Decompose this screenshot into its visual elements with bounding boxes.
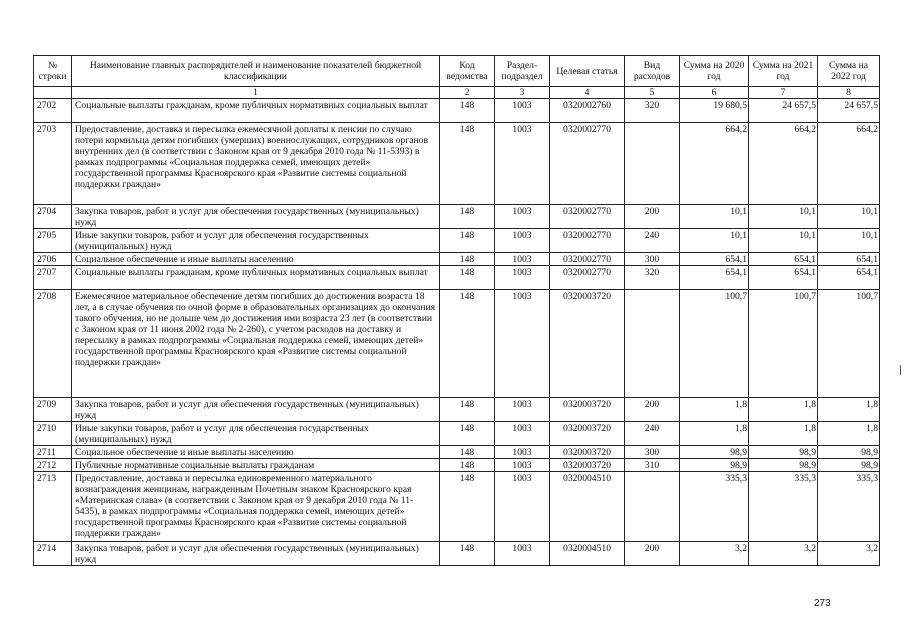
row-sum-2020: 98,9 — [680, 446, 749, 459]
row-sum-2022: 10,1 — [818, 229, 880, 253]
table-row — [34, 542, 880, 566]
row-name: Ежемесячное материальное обеспечение детям погибших до достижения возраста 18 лет, а в случае обучения по очной форме в образовательных организациях до окончания такого обучения, но не дольше чем до достижения ими возраста 23 лет (в соответствии с Законом края от 11 июня 2002 года № 2-260), с учетом расходов на доставку и пересылку в рамках подпрограммы «Социальная поддержка семей, имеющих детей» государственной программы Красноярского края «Развитие системы социальной поддержки граждан» — [72, 290, 440, 398]
table-row — [34, 459, 880, 472]
row-exp-type — [625, 290, 680, 398]
page-number: 273 — [814, 598, 831, 609]
row-name: Иные закупки товаров, работ и услуг для обеспечения государственных (муниципальных) нужд — [72, 422, 440, 446]
row-target: 0320003720 — [550, 459, 625, 472]
row-dept-code: 148 — [440, 99, 495, 123]
row-sum-2021: 3,2 — [749, 542, 818, 566]
row-exp-type — [625, 472, 680, 542]
row-name: Социальное обеспечение и иные выплаты населению — [72, 446, 440, 459]
row-number: 2710 — [34, 422, 72, 446]
row-name: Предоставление, доставка и пересылка единовременного материального вознаграждения женщинам, награжденным Почетным знаком Красноярского края «Материнская слава» (в соответствии с Законом края от 9 декабря 2010 года № 11-5435), в рамках подпрограммы «Социальная поддержка семей, имеющих детей» государственной программы Красноярского края «Развитие системы социальной поддержки граждан» — [72, 472, 440, 542]
row-sum-2020: 10,1 — [680, 205, 749, 229]
row-sum-2021: 24 657,5 — [749, 99, 818, 123]
row-target: 0320003720 — [550, 398, 625, 422]
header-section: Раздел-подраздел — [495, 56, 550, 87]
col-number: 4 — [550, 87, 625, 99]
row-number: 2704 — [34, 205, 72, 229]
row-sum-2020: 1,8 — [680, 422, 749, 446]
header-name: Наименование главных распорядителей и наименование показателей бюджетной классификации — [72, 56, 440, 87]
row-section: 1003 — [495, 398, 550, 422]
row-dept-code: 148 — [440, 123, 495, 205]
row-sum-2021: 10,1 — [749, 205, 818, 229]
row-sum-2022: 664,2 — [818, 123, 880, 205]
row-sum-2020: 19 680,5 — [680, 99, 749, 123]
row-dept-code: 148 — [440, 422, 495, 446]
column-number-row — [34, 87, 880, 99]
row-exp-type: 240 — [625, 229, 680, 253]
row-sum-2022: 1,8 — [818, 422, 880, 446]
table-row — [34, 398, 880, 422]
col-number — [34, 87, 72, 99]
row-number: 2703 — [34, 123, 72, 205]
row-number: 2702 — [34, 99, 72, 123]
row-dept-code: 148 — [440, 290, 495, 398]
row-sum-2020: 3,2 — [680, 542, 749, 566]
row-sum-2022: 1,8 — [818, 398, 880, 422]
row-section: 1003 — [495, 253, 550, 266]
row-section: 1003 — [495, 266, 550, 290]
header-sum-2022: Сумма на 2022 год — [818, 56, 880, 87]
row-sum-2022: 654,1 — [818, 266, 880, 290]
table-row — [34, 472, 880, 542]
row-sum-2022: 335,3 — [818, 472, 880, 542]
row-name: Иные закупки товаров, работ и услуг для обеспечения государственных (муниципальных) нужд — [72, 229, 440, 253]
row-exp-type: 310 — [625, 459, 680, 472]
table-row — [34, 422, 880, 446]
row-exp-type: 300 — [625, 253, 680, 266]
row-name: Предоставление, доставка и пересылка ежемесячной доплаты к пенсии по случаю потери кормильца детям погибших (умерших) военнослужащих, сотрудников органов внутренних дел (в соответствии с Законом края от 9 декабря 2010 года № 11-5393) в рамках подпрограммы «Социальная поддержка семей, имеющих детей» государственной программы Красноярского края «Развитие системы социальной поддержки граждан» — [72, 123, 440, 205]
row-sum-2022: 98,9 — [818, 459, 880, 472]
row-target: 0320002770 — [550, 229, 625, 253]
table-row — [34, 205, 880, 229]
row-dept-code: 148 — [440, 229, 495, 253]
row-sum-2022: 24 657,5 — [818, 99, 880, 123]
row-dept-code: 148 — [440, 542, 495, 566]
row-sum-2021: 1,8 — [749, 398, 818, 422]
row-sum-2020: 654,1 — [680, 266, 749, 290]
row-exp-type: 200 — [625, 205, 680, 229]
row-target: 0320003720 — [550, 290, 625, 398]
row-sum-2020: 664,2 — [680, 123, 749, 205]
row-number: 2706 — [34, 253, 72, 266]
header-exp-type: Вид расходов — [625, 56, 680, 87]
row-sum-2020: 654,1 — [680, 253, 749, 266]
row-target: 0320002770 — [550, 266, 625, 290]
row-sum-2021: 335,3 — [749, 472, 818, 542]
row-sum-2022: 98,9 — [818, 446, 880, 459]
row-number: 2714 — [34, 542, 72, 566]
header-target: Целевая статья — [550, 56, 625, 87]
row-target: 0320004510 — [550, 472, 625, 542]
row-target: 0320002770 — [550, 205, 625, 229]
table-row — [34, 229, 880, 253]
row-section: 1003 — [495, 422, 550, 446]
row-number: 2713 — [34, 472, 72, 542]
row-sum-2021: 98,9 — [749, 446, 818, 459]
row-dept-code: 148 — [440, 459, 495, 472]
row-sum-2021: 664,2 — [749, 123, 818, 205]
row-sum-2020: 98,9 — [680, 459, 749, 472]
row-target: 0320002770 — [550, 123, 625, 205]
col-number: 6 — [680, 87, 749, 99]
table-row — [34, 446, 880, 459]
row-dept-code: 148 — [440, 266, 495, 290]
row-target: 0320002770 — [550, 253, 625, 266]
row-section: 1003 — [495, 459, 550, 472]
row-dept-code: 148 — [440, 253, 495, 266]
row-sum-2021: 1,8 — [749, 422, 818, 446]
row-name: Закупка товаров, работ и услуг для обеспечения государственных (муниципальных) нужд — [72, 205, 440, 229]
header-row-no: № строки — [34, 56, 72, 87]
row-section: 1003 — [495, 472, 550, 542]
table-body — [34, 99, 880, 566]
row-section: 1003 — [495, 123, 550, 205]
row-section: 1003 — [495, 542, 550, 566]
col-number: 1 — [72, 87, 440, 99]
row-section: 1003 — [495, 446, 550, 459]
table-row — [34, 266, 880, 290]
row-number: 2707 — [34, 266, 72, 290]
row-sum-2021: 654,1 — [749, 253, 818, 266]
row-sum-2021: 654,1 — [749, 266, 818, 290]
row-target: 0320003720 — [550, 422, 625, 446]
row-dept-code: 148 — [440, 472, 495, 542]
table-row — [34, 123, 880, 205]
header-sum-2020: Сумма на 2020 год — [680, 56, 749, 87]
row-sum-2021: 98,9 — [749, 459, 818, 472]
row-exp-type: 320 — [625, 266, 680, 290]
row-section: 1003 — [495, 99, 550, 123]
row-dept-code: 148 — [440, 398, 495, 422]
budget-table-sheet — [33, 55, 880, 566]
row-number: 2711 — [34, 446, 72, 459]
row-section: 1003 — [495, 290, 550, 398]
row-name: Закупка товаров, работ и услуг для обеспечения государственных (муниципальных) нужд — [72, 398, 440, 422]
row-target: 0320002760 — [550, 99, 625, 123]
row-number: 2705 — [34, 229, 72, 253]
header-sum-2021: Сумма на 2021 год — [749, 56, 818, 87]
row-name: Социальные выплаты гражданам, кроме публичных нормативных социальных выплат — [72, 266, 440, 290]
row-exp-type: 320 — [625, 99, 680, 123]
row-sum-2020: 1,8 — [680, 398, 749, 422]
row-name: Публичные нормативные социальные выплаты гражданам — [72, 459, 440, 472]
col-number: 2 — [440, 87, 495, 99]
margin-mark — [900, 365, 901, 375]
header-dept-code: Код ведомства — [440, 56, 495, 87]
row-sum-2022: 100,7 — [818, 290, 880, 398]
row-exp-type: 200 — [625, 398, 680, 422]
table-row — [34, 99, 880, 123]
row-number: 2712 — [34, 459, 72, 472]
row-target: 0320003720 — [550, 446, 625, 459]
budget-table — [33, 55, 880, 566]
row-sum-2020: 100,7 — [680, 290, 749, 398]
row-sum-2022: 3,2 — [818, 542, 880, 566]
row-exp-type: 240 — [625, 422, 680, 446]
row-section: 1003 — [495, 229, 550, 253]
table-row — [34, 253, 880, 266]
row-sum-2021: 10,1 — [749, 229, 818, 253]
row-sum-2020: 335,3 — [680, 472, 749, 542]
row-sum-2022: 10,1 — [818, 205, 880, 229]
row-name: Социальные выплаты гражданам, кроме публичных нормативных социальных выплат — [72, 99, 440, 123]
row-exp-type — [625, 123, 680, 205]
row-target: 0320004510 — [550, 542, 625, 566]
col-number: 7 — [749, 87, 818, 99]
row-exp-type: 200 — [625, 542, 680, 566]
col-number: 8 — [818, 87, 880, 99]
row-number: 2708 — [34, 290, 72, 398]
row-name: Социальное обеспечение и иные выплаты населению — [72, 253, 440, 266]
header-row — [34, 56, 880, 87]
row-section: 1003 — [495, 205, 550, 229]
col-number: 3 — [495, 87, 550, 99]
row-dept-code: 148 — [440, 446, 495, 459]
row-sum-2022: 654,1 — [818, 253, 880, 266]
row-exp-type: 300 — [625, 446, 680, 459]
row-number: 2709 — [34, 398, 72, 422]
row-sum-2020: 10,1 — [680, 229, 749, 253]
row-name: Закупка товаров, работ и услуг для обеспечения государственных (муниципальных) нужд — [72, 542, 440, 566]
col-number: 5 — [625, 87, 680, 99]
table-row — [34, 290, 880, 398]
row-dept-code: 148 — [440, 205, 495, 229]
row-sum-2021: 100,7 — [749, 290, 818, 398]
